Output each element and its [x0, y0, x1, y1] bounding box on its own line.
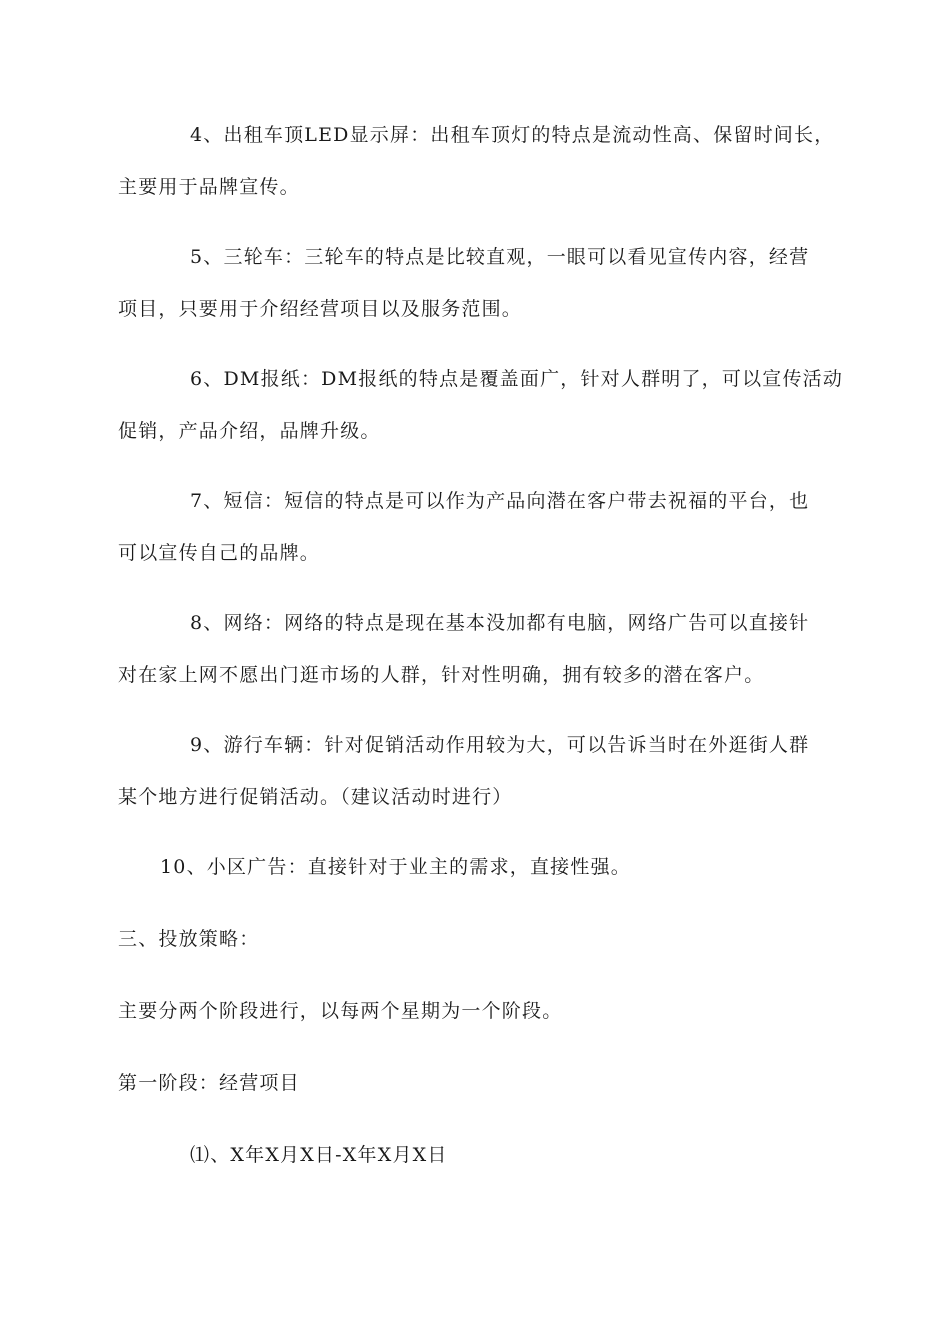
paragraph-5-line-1: 5、三轮车：三轮车的特点是比较直观，一眼可以看见宣传内容，经营	[190, 246, 810, 268]
phase-1-heading: 第一阶段：经营项目	[118, 1072, 300, 1094]
paragraph-9-line-1: 9、游行车辆：针对促销活动作用较为大，可以告诉当时在外逛街人群	[190, 734, 810, 756]
paragraph-7-line-2: 可以宣传自己的品牌。	[118, 542, 321, 564]
paragraph-4-line-2: 主要用于品牌宣传。	[118, 176, 300, 198]
paragraph-10: 10、小区广告：直接针对于业主的需求，直接性强。	[160, 856, 631, 878]
paragraph-6-line-2: 促销，产品介绍，品牌升级。	[118, 420, 381, 442]
paragraph-6-line-1: 6、DM报纸：DM报纸的特点是覆盖面广，针对人群明了，可以宣传活动	[190, 368, 844, 390]
phase-1-item: ⑴、X年X月X日-X年X月X日	[190, 1144, 448, 1166]
strategy-intro: 主要分两个阶段进行，以每两个星期为一个阶段。	[118, 1000, 563, 1022]
paragraph-5-line-2: 项目，只要用于介绍经营项目以及服务范围。	[118, 298, 523, 320]
paragraph-7-line-1: 7、短信：短信的特点是可以作为产品向潜在客户带去祝福的平台，也	[190, 490, 810, 512]
paragraph-8-line-2: 对在家上网不愿出门逛市场的人群，针对性明确，拥有较多的潜在客户。	[118, 664, 765, 686]
paragraph-9-line-2: 某个地方进行促销活动。（建议活动时进行）	[118, 786, 513, 808]
section-heading: 三、投放策略：	[118, 928, 260, 950]
paragraph-8-line-1: 8、网络：网络的特点是现在基本没加都有电脑，网络广告可以直接针	[190, 612, 810, 634]
paragraph-4-line-1: 4、出租车顶LED显示屏：出租车顶灯的特点是流动性高、保留时间长，	[190, 124, 835, 146]
